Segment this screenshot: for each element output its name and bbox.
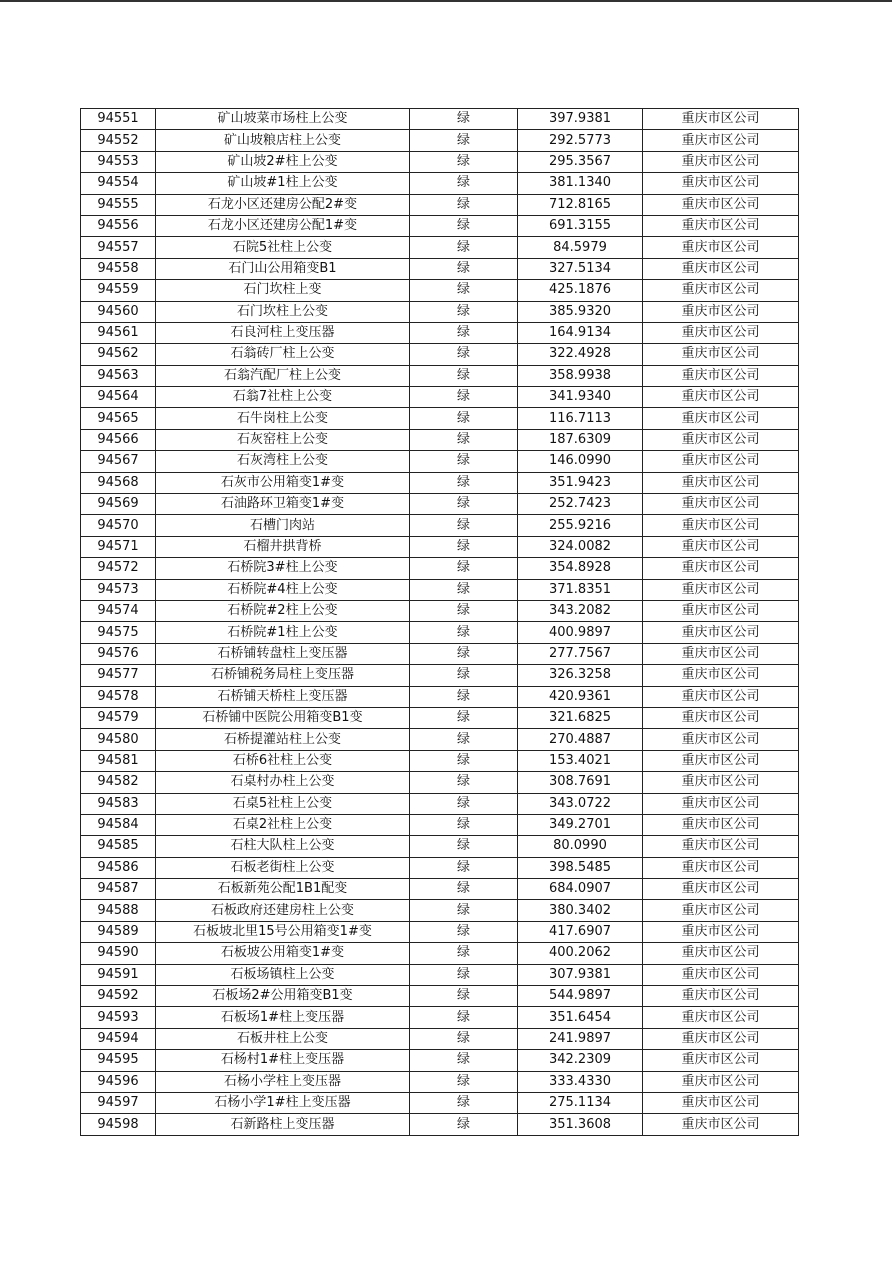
row-color-cell: 绿 (410, 1114, 518, 1135)
row-id-cell: 94554 (81, 173, 156, 194)
row-org-cell: 重庆市区公司 (643, 900, 799, 921)
row-value-cell: 381.1340 (518, 173, 643, 194)
table-row (81, 536, 799, 557)
row-color-cell: 绿 (410, 451, 518, 472)
row-color-cell: 绿 (410, 772, 518, 793)
row-name-cell: 石榴井拱背桥 (156, 536, 410, 557)
row-org-cell: 重庆市区公司 (643, 494, 799, 515)
row-org-cell: 重庆市区公司 (643, 130, 799, 151)
row-org-cell: 重庆市区公司 (643, 536, 799, 557)
row-id-cell: 94578 (81, 686, 156, 707)
row-value-cell: 252.7423 (518, 494, 643, 515)
row-id-cell: 94586 (81, 857, 156, 878)
table-row (81, 429, 799, 450)
table-row (81, 322, 799, 343)
table-row (81, 921, 799, 942)
row-org-cell: 重庆市区公司 (643, 280, 799, 301)
row-org-cell: 重庆市区公司 (643, 322, 799, 343)
row-org-cell: 重庆市区公司 (643, 879, 799, 900)
row-color-cell: 绿 (410, 344, 518, 365)
row-org-cell: 重庆市区公司 (643, 686, 799, 707)
row-name-cell: 石院5社柱上公变 (156, 237, 410, 258)
row-value-cell: 358.9938 (518, 365, 643, 386)
row-color-cell: 绿 (410, 579, 518, 600)
row-value-cell: 116.7113 (518, 408, 643, 429)
row-name-cell: 石板坡公用箱变1#变 (156, 943, 410, 964)
row-id-cell: 94560 (81, 301, 156, 322)
row-name-cell: 石桥铺转盘柱上变压器 (156, 643, 410, 664)
row-name-cell: 石桥院#2柱上公变 (156, 600, 410, 621)
row-value-cell: 187.6309 (518, 429, 643, 450)
row-name-cell: 石板政府还建房柱上公变 (156, 900, 410, 921)
row-org-cell: 重庆市区公司 (643, 964, 799, 985)
row-id-cell: 94577 (81, 665, 156, 686)
row-id-cell: 94552 (81, 130, 156, 151)
table-row (81, 964, 799, 985)
row-org-cell: 重庆市区公司 (643, 921, 799, 942)
table-row (81, 1007, 799, 1028)
row-id-cell: 94587 (81, 879, 156, 900)
row-org-cell: 重庆市区公司 (643, 814, 799, 835)
row-color-cell: 绿 (410, 258, 518, 279)
row-id-cell: 94575 (81, 622, 156, 643)
row-org-cell: 重庆市区公司 (643, 173, 799, 194)
table-row (81, 772, 799, 793)
row-name-cell: 石桥院#4柱上公变 (156, 579, 410, 600)
row-color-cell: 绿 (410, 707, 518, 728)
row-value-cell: 341.9340 (518, 387, 643, 408)
row-value-cell: 712.8165 (518, 194, 643, 215)
row-org-cell: 重庆市区公司 (643, 1028, 799, 1049)
row-color-cell: 绿 (410, 365, 518, 386)
row-name-cell: 石桥院3#柱上公变 (156, 558, 410, 579)
table-row (81, 643, 799, 664)
row-value-cell: 342.2309 (518, 1050, 643, 1071)
row-name-cell: 矿山坡2#柱上公变 (156, 151, 410, 172)
row-org-cell: 重庆市区公司 (643, 1007, 799, 1028)
row-color-cell: 绿 (410, 194, 518, 215)
table-row (81, 1028, 799, 1049)
row-name-cell: 石板场1#柱上变压器 (156, 1007, 410, 1028)
row-id-cell: 94570 (81, 515, 156, 536)
row-color-cell: 绿 (410, 600, 518, 621)
row-id-cell: 94583 (81, 793, 156, 814)
table-row (81, 793, 799, 814)
row-name-cell: 石杨小学1#柱上变压器 (156, 1092, 410, 1113)
row-color-cell: 绿 (410, 494, 518, 515)
row-name-cell: 矿山坡#1柱上公变 (156, 173, 410, 194)
row-id-cell: 94568 (81, 472, 156, 493)
row-value-cell: 292.5773 (518, 130, 643, 151)
row-color-cell: 绿 (410, 793, 518, 814)
row-org-cell: 重庆市区公司 (643, 215, 799, 236)
table-row (81, 365, 799, 386)
row-color-cell: 绿 (410, 408, 518, 429)
row-id-cell: 94589 (81, 921, 156, 942)
row-color-cell: 绿 (410, 1028, 518, 1049)
row-org-cell: 重庆市区公司 (643, 1050, 799, 1071)
row-name-cell: 石柱大队柱上公变 (156, 836, 410, 857)
row-color-cell: 绿 (410, 643, 518, 664)
table-row (81, 750, 799, 771)
table-row (81, 879, 799, 900)
row-value-cell: 241.9897 (518, 1028, 643, 1049)
row-value-cell: 333.4330 (518, 1071, 643, 1092)
row-color-cell: 绿 (410, 814, 518, 835)
row-value-cell: 354.8928 (518, 558, 643, 579)
transformer-table (80, 108, 799, 1136)
row-name-cell: 石板井柱上公变 (156, 1028, 410, 1049)
table-row (81, 579, 799, 600)
row-id-cell: 94563 (81, 365, 156, 386)
row-color-cell: 绿 (410, 280, 518, 301)
row-color-cell: 绿 (410, 1050, 518, 1071)
row-id-cell: 94561 (81, 322, 156, 343)
table-row (81, 387, 799, 408)
row-id-cell: 94597 (81, 1092, 156, 1113)
row-value-cell: 397.9381 (518, 109, 643, 130)
table-body (81, 109, 799, 1136)
row-name-cell: 石板坡北里15号公用箱变1#变 (156, 921, 410, 942)
row-org-cell: 重庆市区公司 (643, 237, 799, 258)
row-value-cell: 371.8351 (518, 579, 643, 600)
row-color-cell: 绿 (410, 237, 518, 258)
row-name-cell: 石杨村1#柱上变压器 (156, 1050, 410, 1071)
row-id-cell: 94588 (81, 900, 156, 921)
row-id-cell: 94581 (81, 750, 156, 771)
row-name-cell: 石灰市公用箱变1#变 (156, 472, 410, 493)
row-org-cell: 重庆市区公司 (643, 451, 799, 472)
table-row (81, 836, 799, 857)
table-row (81, 280, 799, 301)
table-row (81, 151, 799, 172)
table-row (81, 472, 799, 493)
table-row (81, 857, 799, 878)
row-org-cell: 重庆市区公司 (643, 109, 799, 130)
row-id-cell: 94556 (81, 215, 156, 236)
table-row (81, 237, 799, 258)
row-org-cell: 重庆市区公司 (643, 408, 799, 429)
table-row (81, 814, 799, 835)
row-value-cell: 343.0722 (518, 793, 643, 814)
row-id-cell: 94591 (81, 964, 156, 985)
row-name-cell: 石门山公用箱变B1 (156, 258, 410, 279)
row-color-cell: 绿 (410, 1092, 518, 1113)
row-name-cell: 石桥铺中医院公用箱变B1变 (156, 707, 410, 728)
table-row (81, 301, 799, 322)
row-org-cell: 重庆市区公司 (643, 772, 799, 793)
table-row (81, 258, 799, 279)
row-id-cell: 94594 (81, 1028, 156, 1049)
row-color-cell: 绿 (410, 151, 518, 172)
row-id-cell: 94592 (81, 986, 156, 1007)
row-org-cell: 重庆市区公司 (643, 857, 799, 878)
row-id-cell: 94590 (81, 943, 156, 964)
row-id-cell: 94571 (81, 536, 156, 557)
table-row (81, 215, 799, 236)
table-row (81, 1114, 799, 1135)
row-org-cell: 重庆市区公司 (643, 387, 799, 408)
row-id-cell: 94572 (81, 558, 156, 579)
row-color-cell: 绿 (410, 900, 518, 921)
row-org-cell: 重庆市区公司 (643, 729, 799, 750)
row-id-cell: 94562 (81, 344, 156, 365)
row-color-cell: 绿 (410, 964, 518, 985)
row-name-cell: 石翁砖厂柱上公变 (156, 344, 410, 365)
row-color-cell: 绿 (410, 986, 518, 1007)
row-value-cell: 425.1876 (518, 280, 643, 301)
row-org-cell: 重庆市区公司 (643, 750, 799, 771)
table-row (81, 515, 799, 536)
row-id-cell: 94596 (81, 1071, 156, 1092)
row-id-cell: 94595 (81, 1050, 156, 1071)
row-value-cell: 417.6907 (518, 921, 643, 942)
row-org-cell: 重庆市区公司 (643, 643, 799, 664)
row-id-cell: 94565 (81, 408, 156, 429)
table-row (81, 900, 799, 921)
row-name-cell: 石牛岗柱上公变 (156, 408, 410, 429)
row-name-cell: 石桥院#1柱上公变 (156, 622, 410, 643)
row-id-cell: 94567 (81, 451, 156, 472)
row-color-cell: 绿 (410, 387, 518, 408)
row-name-cell: 矿山坡粮店柱上公变 (156, 130, 410, 151)
row-name-cell: 石桥铺天桥柱上变压器 (156, 686, 410, 707)
row-value-cell: 324.0082 (518, 536, 643, 557)
row-color-cell: 绿 (410, 429, 518, 450)
row-org-cell: 重庆市区公司 (643, 365, 799, 386)
row-org-cell: 重庆市区公司 (643, 301, 799, 322)
row-id-cell: 94580 (81, 729, 156, 750)
row-org-cell: 重庆市区公司 (643, 579, 799, 600)
table-row (81, 943, 799, 964)
row-value-cell: 307.9381 (518, 964, 643, 985)
row-value-cell: 398.5485 (518, 857, 643, 878)
row-org-cell: 重庆市区公司 (643, 836, 799, 857)
row-org-cell: 重庆市区公司 (643, 1071, 799, 1092)
row-id-cell: 94569 (81, 494, 156, 515)
row-value-cell: 691.3155 (518, 215, 643, 236)
row-color-cell: 绿 (410, 536, 518, 557)
row-value-cell: 295.3567 (518, 151, 643, 172)
row-org-cell: 重庆市区公司 (643, 707, 799, 728)
table-row (81, 194, 799, 215)
row-id-cell: 94559 (81, 280, 156, 301)
row-name-cell: 石龙小区还建房公配1#变 (156, 215, 410, 236)
row-value-cell: 84.5979 (518, 237, 643, 258)
row-value-cell: 270.4887 (518, 729, 643, 750)
row-name-cell: 石桥提灌站柱上公变 (156, 729, 410, 750)
row-id-cell: 94574 (81, 600, 156, 621)
table-row (81, 344, 799, 365)
row-name-cell: 石桌2社柱上公变 (156, 814, 410, 835)
table-row (81, 665, 799, 686)
row-org-cell: 重庆市区公司 (643, 258, 799, 279)
row-name-cell: 石门坎柱上变 (156, 280, 410, 301)
row-id-cell: 94558 (81, 258, 156, 279)
row-name-cell: 石桥铺税务局柱上变压器 (156, 665, 410, 686)
row-id-cell: 94551 (81, 109, 156, 130)
table-row (81, 558, 799, 579)
row-name-cell: 石灰窑柱上公变 (156, 429, 410, 450)
table-row (81, 986, 799, 1007)
row-value-cell: 275.1134 (518, 1092, 643, 1113)
row-org-cell: 重庆市区公司 (643, 344, 799, 365)
row-name-cell: 石新路柱上变压器 (156, 1114, 410, 1135)
row-name-cell: 石桥6社柱上公变 (156, 750, 410, 771)
row-value-cell: 153.4021 (518, 750, 643, 771)
row-id-cell: 94576 (81, 643, 156, 664)
row-color-cell: 绿 (410, 1071, 518, 1092)
row-name-cell: 石板场镇柱上公变 (156, 964, 410, 985)
row-value-cell: 349.2701 (518, 814, 643, 835)
row-id-cell: 94573 (81, 579, 156, 600)
table-row (81, 494, 799, 515)
row-name-cell: 石龙小区还建房公配2#变 (156, 194, 410, 215)
row-name-cell: 石杨小学柱上变压器 (156, 1071, 410, 1092)
row-color-cell: 绿 (410, 729, 518, 750)
table-row (81, 1071, 799, 1092)
row-value-cell: 255.9216 (518, 515, 643, 536)
row-value-cell: 326.3258 (518, 665, 643, 686)
row-id-cell: 94557 (81, 237, 156, 258)
row-color-cell: 绿 (410, 622, 518, 643)
row-name-cell: 石良河柱上变压器 (156, 322, 410, 343)
row-color-cell: 绿 (410, 515, 518, 536)
row-org-cell: 重庆市区公司 (643, 1092, 799, 1113)
row-org-cell: 重庆市区公司 (643, 622, 799, 643)
row-value-cell: 420.9361 (518, 686, 643, 707)
row-id-cell: 94553 (81, 151, 156, 172)
row-id-cell: 94566 (81, 429, 156, 450)
table-row (81, 622, 799, 643)
row-value-cell: 385.9320 (518, 301, 643, 322)
row-value-cell: 380.3402 (518, 900, 643, 921)
row-value-cell: 80.0990 (518, 836, 643, 857)
table-row (81, 729, 799, 750)
row-name-cell: 石油路环卫箱变1#变 (156, 494, 410, 515)
row-org-cell: 重庆市区公司 (643, 194, 799, 215)
row-value-cell: 321.6825 (518, 707, 643, 728)
table-row (81, 1050, 799, 1071)
row-name-cell: 石翁汽配厂柱上公变 (156, 365, 410, 386)
row-name-cell: 石板新苑公配1B1配变 (156, 879, 410, 900)
row-org-cell: 重庆市区公司 (643, 558, 799, 579)
row-value-cell: 277.7567 (518, 643, 643, 664)
row-name-cell: 石板老街柱上公变 (156, 857, 410, 878)
row-name-cell: 矿山坡菜市场柱上公变 (156, 109, 410, 130)
row-color-cell: 绿 (410, 130, 518, 151)
table-row (81, 707, 799, 728)
row-name-cell: 石槽门肉站 (156, 515, 410, 536)
row-org-cell: 重庆市区公司 (643, 665, 799, 686)
row-value-cell: 343.2082 (518, 600, 643, 621)
row-id-cell: 94579 (81, 707, 156, 728)
table-row (81, 109, 799, 130)
row-org-cell: 重庆市区公司 (643, 1114, 799, 1135)
row-color-cell: 绿 (410, 879, 518, 900)
table-row (81, 451, 799, 472)
row-color-cell: 绿 (410, 301, 518, 322)
row-color-cell: 绿 (410, 665, 518, 686)
row-id-cell: 94598 (81, 1114, 156, 1135)
row-color-cell: 绿 (410, 558, 518, 579)
row-name-cell: 石翁7社柱上公变 (156, 387, 410, 408)
row-org-cell: 重庆市区公司 (643, 515, 799, 536)
row-name-cell: 石板场2#公用箱变B1变 (156, 986, 410, 1007)
row-id-cell: 94585 (81, 836, 156, 857)
row-value-cell: 544.9897 (518, 986, 643, 1007)
table-row (81, 408, 799, 429)
row-id-cell: 94593 (81, 1007, 156, 1028)
row-value-cell: 164.9134 (518, 322, 643, 343)
table-row (81, 686, 799, 707)
row-value-cell: 351.9423 (518, 472, 643, 493)
row-color-cell: 绿 (410, 943, 518, 964)
row-color-cell: 绿 (410, 686, 518, 707)
row-org-cell: 重庆市区公司 (643, 472, 799, 493)
row-name-cell: 石桌村办柱上公变 (156, 772, 410, 793)
row-org-cell: 重庆市区公司 (643, 986, 799, 1007)
row-color-cell: 绿 (410, 857, 518, 878)
row-value-cell: 308.7691 (518, 772, 643, 793)
row-color-cell: 绿 (410, 109, 518, 130)
row-color-cell: 绿 (410, 750, 518, 771)
row-id-cell: 94582 (81, 772, 156, 793)
row-org-cell: 重庆市区公司 (643, 600, 799, 621)
table-row (81, 130, 799, 151)
row-value-cell: 322.4928 (518, 344, 643, 365)
row-org-cell: 重庆市区公司 (643, 429, 799, 450)
row-org-cell: 重庆市区公司 (643, 793, 799, 814)
page-top-rule (0, 0, 892, 2)
row-color-cell: 绿 (410, 472, 518, 493)
row-id-cell: 94555 (81, 194, 156, 215)
row-color-cell: 绿 (410, 836, 518, 857)
row-id-cell: 94584 (81, 814, 156, 835)
row-value-cell: 327.5134 (518, 258, 643, 279)
row-id-cell: 94564 (81, 387, 156, 408)
row-value-cell: 684.0907 (518, 879, 643, 900)
row-value-cell: 351.6454 (518, 1007, 643, 1028)
row-value-cell: 400.9897 (518, 622, 643, 643)
table-row (81, 173, 799, 194)
row-value-cell: 351.3608 (518, 1114, 643, 1135)
row-org-cell: 重庆市区公司 (643, 151, 799, 172)
row-color-cell: 绿 (410, 173, 518, 194)
row-name-cell: 石桌5社柱上公变 (156, 793, 410, 814)
row-color-cell: 绿 (410, 322, 518, 343)
row-org-cell: 重庆市区公司 (643, 943, 799, 964)
row-value-cell: 400.2062 (518, 943, 643, 964)
table-row (81, 600, 799, 621)
row-name-cell: 石灰湾柱上公变 (156, 451, 410, 472)
row-color-cell: 绿 (410, 215, 518, 236)
row-color-cell: 绿 (410, 1007, 518, 1028)
row-name-cell: 石门坎柱上公变 (156, 301, 410, 322)
row-value-cell: 146.0990 (518, 451, 643, 472)
row-color-cell: 绿 (410, 921, 518, 942)
table-row (81, 1092, 799, 1113)
